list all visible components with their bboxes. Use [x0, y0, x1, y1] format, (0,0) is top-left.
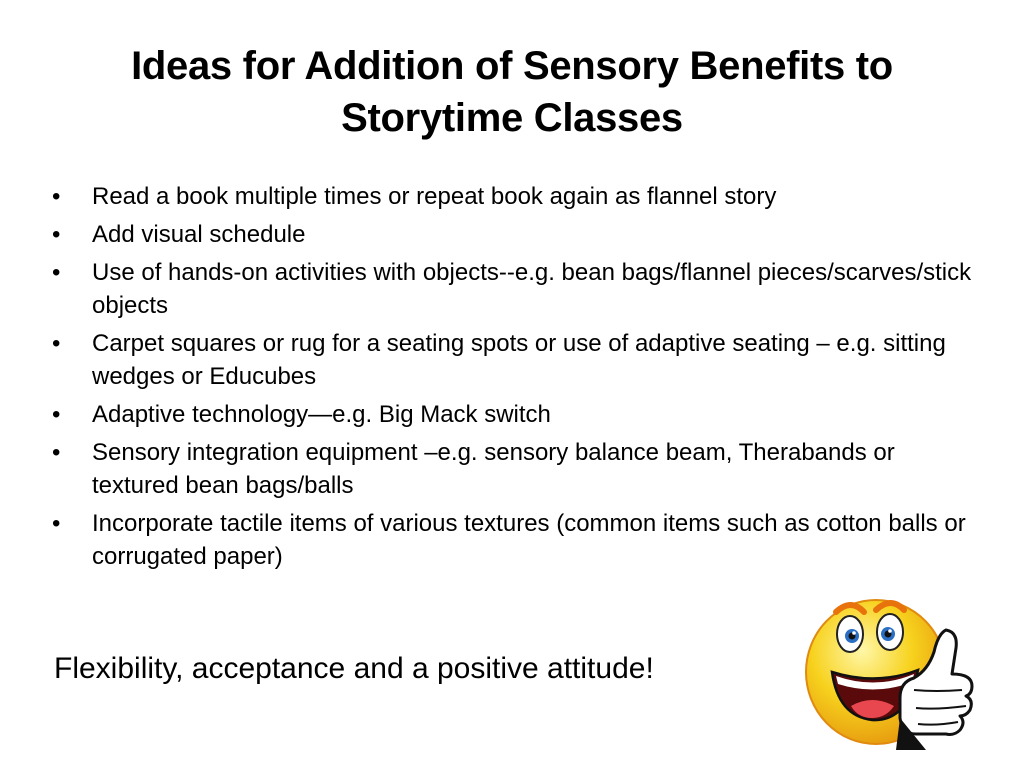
bullet-marker: •	[52, 259, 61, 286]
bullet-text: Add visual schedule	[92, 221, 306, 248]
bullet-item	[52, 256, 982, 322]
bullet-marker: •	[52, 510, 61, 537]
slide-title: Ideas for Addition of Sensory Benefits to Storytime Classes	[131, 44, 893, 140]
bullet-item	[52, 180, 982, 213]
bullet-text: Use of hands-on activities with objects--e.g. bean bags/flannel pieces/scarves/stick objects	[92, 259, 972, 319]
bullet-text: Adaptive technology—e.g. Big Mack switch	[92, 401, 551, 428]
bullet-marker: •	[52, 183, 61, 210]
bullet-item	[52, 507, 982, 573]
bullet-text: Carpet squares or rug for a seating spots or use of adaptive seating – e.g. sitting wedges or Educubes	[92, 330, 946, 390]
closing-statement: Flexibility, acceptance and a positive attitude!	[54, 652, 654, 685]
bullet-item	[52, 398, 982, 431]
bullet-item	[52, 327, 982, 393]
bullet-text: Read a book multiple times or repeat book again as flannel story	[92, 183, 777, 210]
bullet-text: Sensory integration equipment –e.g. sensory balance beam, Therabands or textured bean bags/balls	[92, 439, 895, 499]
bullet-marker: •	[52, 439, 61, 466]
bullet-text: Incorporate tactile items of various textures (common items such as cotton balls or corrugated paper)	[92, 510, 966, 570]
bullet-item	[52, 218, 982, 251]
bullet-marker: •	[52, 221, 61, 248]
bullet-marker: •	[52, 401, 61, 428]
bullet-marker: •	[52, 330, 61, 357]
bullet-list	[52, 180, 982, 578]
thumbs-up-smiley-icon	[796, 590, 978, 750]
bullet-item	[52, 436, 982, 502]
